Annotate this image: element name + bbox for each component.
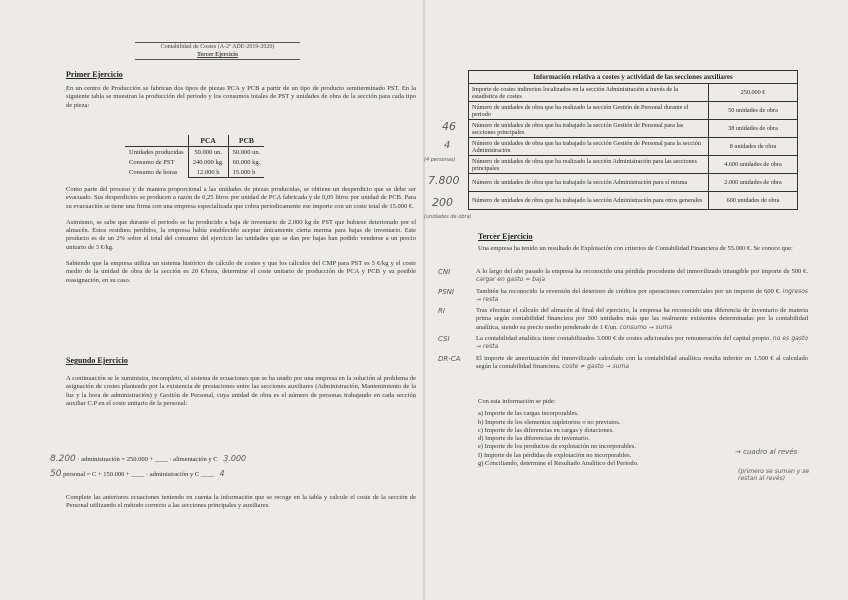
exam-header	[135, 42, 300, 60]
exercise-1-title: Primer Ejercicio	[66, 70, 123, 79]
table-row: Número de unidades de obra que ha trabajado la sección Gestión de Personal para las secciones principales 38 unidades de obra	[469, 120, 798, 138]
handwritten-note: (primero se suman y se restan al revés)	[738, 468, 810, 482]
exercise-3-title: Tercer Ejercicio	[478, 232, 533, 241]
list-item: RI Tras efectuar el cálculo del almacén al final del ejercicio, la empresa ha reconocido una diferencia de inventario de materia prima según contabilidad financiera por 300 unidades más que las realmente existentes determinadas por la contabilidad analítica, siendo su precio medio ponderado de 1 €/un. consumo → suma	[438, 307, 808, 331]
exercise-1-table	[125, 135, 264, 178]
page-fold	[423, 0, 425, 600]
exercise-2-p2: Complete las anteriores ecuaciones teniendo en cuenta la información que se recoge en la tabla y calcule el coste de la sección de Personal utilizando el método correcto a las secciones principales y auxiliares.	[66, 494, 416, 510]
exercise-2-title: Segundo Ejercicio	[66, 356, 128, 365]
table-col-pcb: PCB	[228, 135, 264, 147]
exercise-2	[66, 356, 416, 408]
handwritten-note: ingresos → resta	[476, 287, 809, 303]
auxiliary-sections-table	[468, 70, 798, 210]
exercise-1-p3: Asimismo, se sabe que durante el periodo se ha producido a baja de inventario de 2.000 kg de PST que hubiese deteriorado por el almacén. Estos residuos perdidos, la empresa había establecido aceptar únicamente cierta merma para bajas de inventario. Este producto es de un 2% sobre el total del consumo del ejercicio las unidades que se dan por bajas han podido venderse a un precio unitario de 3 €/kg.	[66, 218, 416, 251]
list-item: DR-CA El importe de amortización del inmovilizado calculado con la contabilidad analítica resulta inferior en 1.500 € al calculado según la contabilidad financiera. coste ≠ gasto → suma	[438, 354, 808, 370]
list-item: b) Importe de los elementos supletorios o no previstos.	[478, 418, 621, 426]
table-title: Información relativa a costes y actividad de las secciones auxiliares	[469, 71, 798, 84]
handwritten-tag: CSI	[438, 335, 450, 344]
handwritten-note: 200	[432, 196, 453, 209]
table-row: Importe de costes indirectos localizados en la sección Administración a través de la estadística de costes 250.000 €	[469, 84, 798, 102]
table-row: Número de unidades de obra que ha realizado la sección Administración para las secciones principales 4.600 unidades de obra	[469, 156, 798, 174]
exercise-3-questions	[478, 398, 728, 468]
handwritten-note: coste ≠ gasto → suma	[562, 362, 630, 370]
table-row: Consumo de PST 240.000 kg. 60.000 kg.	[129, 158, 261, 166]
handwritten-note: (4 personas)	[424, 157, 456, 163]
header-course: Contabilidad de Costes (A-2º ADE-2019-2020)	[160, 44, 275, 50]
exercise-3-ask: Con esta información se pide:	[478, 398, 556, 405]
handwritten-note: 3.000	[223, 454, 247, 463]
handwritten-note: 8.200	[50, 454, 76, 464]
handwritten-tag: CNI	[438, 268, 451, 276]
list-item: c) Importe de las diferencias en cargas y dotaciones.	[478, 426, 614, 434]
list-item: e) Importe de los productos de explotación no incorporables.	[478, 443, 636, 451]
handwritten-tag: PSNI	[438, 287, 454, 296]
handwritten-note: consumo → suma	[619, 323, 673, 331]
exercise-1	[66, 70, 416, 110]
exercise-1-p2: Como parte del proceso y de manera proporcional a las unidades de piezas producidas, se obtiene un desperdicio que se debe ser evacuado. Sus desperdicios se producen a razón de 0,25 litros por unidad de PCA fabricada y de 0,05 litros por unidad de PCB. Para su evacuación se tiene una firma con una empresa especializada que cobra periodicamente ese importe con un coste total de 15.000 €.	[66, 186, 416, 210]
list-item: CSI La contabilidad analítica tiene contabilizados 3.000 € de costes adicionales por remuneración del capital propio. no es gasto → resta	[438, 335, 809, 351]
header-subtitle: Tercer Ejercicio	[197, 52, 238, 58]
exercise-3-intro: Una empresa ha tenido un resultado de Explotación con criterios de Contabilidad Financiera de 55.000 €. Se conoce que:	[478, 245, 793, 252]
list-item: d) Importe de las diferencias de inventario.	[478, 435, 590, 443]
exercise-1-body	[66, 186, 416, 285]
handwritten-note: cargar en gasto = baja	[476, 276, 546, 284]
list-item: a) Importe de las cargas incorporables.	[478, 410, 579, 418]
list-item: f) Importe de las pérdidas de explotación no incorporables.	[478, 451, 632, 459]
equation-1: · administración = 250.000 + ____ · alimentación y C	[77, 456, 218, 463]
handwritten-note: 4	[444, 140, 451, 151]
exercise-2-p1: A continuación se le suministra, incompleto, el sistema de ecuaciones que se ha usado por una empresa en la solución al problema de asignación de costes planteado por la existencia de prestaciones entre las secciones auxiliares (Administración, Mantenimiento de la luz y la hora de administración) y Gestión de Personal, cuya unidad de obra es el número de personas trabajando en cada sección auxiliar C.P en el coste unitario de la personal:	[66, 375, 416, 407]
handwritten-note: no es gasto → resta	[476, 335, 809, 351]
table-row: Número de unidades de obra que ha trabajado la sección Administración para otros generales 600 unidades de obra	[469, 192, 798, 210]
handwritten-note: 50	[50, 469, 62, 479]
handwritten-note: 46	[442, 120, 456, 133]
handwritten-note: (unidades de obra)	[424, 214, 472, 220]
equation-2: personal = C + 150.000 + ____ · administración y C ____	[63, 471, 214, 478]
table-row: Número de unidades de obra que ha realizado la sección Gestión de Personal durante el periodo 50 unidades de obra	[469, 102, 798, 120]
exercise-3	[478, 232, 808, 253]
exercise-2-closing	[66, 494, 416, 511]
exercise-2-equations	[50, 452, 410, 482]
table-col-pca: PCA	[188, 135, 228, 147]
exercise-1-intro: En un centro de Producción se fabrican dos tipos de piezas PCA y PCB a partir de un tipo de producto semiterminado PST. En la siguiente tabla se muestran la producción del periodo y los consumos totales de PST y unidades de obra de la sección para cada tipo de pieza:	[66, 85, 416, 109]
list-item: CNI A lo largo del año pasado la empresa ha reconocido una pérdida procedente del inmovilizado intangible por importe de 500 €. cargar en gasto = baja	[438, 268, 808, 284]
table-row: Número de unidades de obra que ha trabajado la sección Administración para sí misma 2.000 unidades de obra	[469, 174, 798, 192]
handwritten-note: 4	[219, 469, 225, 478]
table-row: Consumo de horas 12.000 h 15.000 h	[125, 167, 264, 178]
table-row: Número de unidades de obra que ha trabajado la sección Gestión de Personal para la sección Administración 8 unidades de obra	[469, 138, 798, 156]
handwritten-note: → cuadro al revés	[735, 448, 798, 456]
table-row: Unidades producidas 50.000 un. 50.000 un.	[129, 148, 261, 156]
handwritten-tag: RI	[438, 307, 445, 316]
list-item: g) Conciliando, determine el Resultado Analítico del Periodo.	[478, 460, 639, 468]
exercise-3-items	[438, 268, 808, 374]
list-item: PSNI También ha reconocido la reversión del deterioro de créditos por operaciones comerciales por un importe de 600 €. ingresos → resta	[438, 287, 809, 303]
handwritten-tag: DR-CA	[438, 354, 461, 363]
exercise-1-p4: Sabiendo que la empresa utiliza un sistema histórico de cálculo de costes y que los cálculos del CMP para PST es 5 €/kg y el coste medio de la unidad de obra de la sección es 20 €/hora, determine el coste unitario de producción de PCA y PCB y su posible reasignación, en su caso.	[66, 260, 416, 284]
handwritten-note: 7.800	[428, 174, 460, 187]
